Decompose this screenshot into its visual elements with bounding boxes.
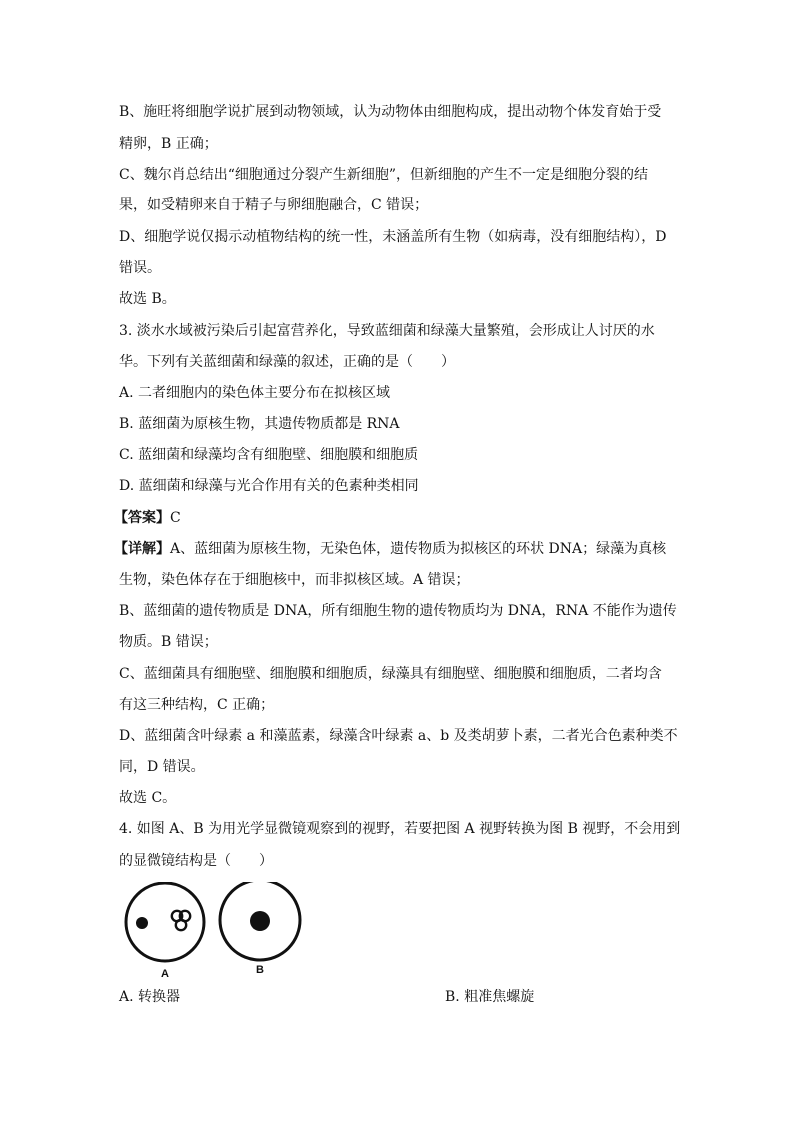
option-c: C. 蓝细菌和绿藻均含有细胞壁、细胞膜和细胞质 [119, 447, 419, 463]
answer-label: 【答案】 [114, 510, 170, 526]
option-b: B. 蓝细菌为原核生物，其遗传物质都是 RNA [119, 416, 400, 432]
text-line: D、细胞学说仅揭示动植物结构的统一性，未涵盖所有生物（如病毒，没有细胞结构），D [119, 229, 667, 245]
microscope-views-figure [119, 882, 309, 980]
option-a: A. 转换器 [119, 989, 181, 1005]
text-line: B、蓝细菌的遗传物质是 DNA，所有细胞生物的遗传物质均为 DNA，RNA 不能作为遗传 [119, 603, 677, 619]
detail-text: A、蓝细菌为原核生物，无染色体，遗传物质为拟核区的环状 DNA；绿藻为真核 [170, 541, 667, 557]
option-a: A. 二者细胞内的染色体主要分布在拟核区域 [119, 385, 391, 401]
text-line: 物质。B 错误； [119, 634, 218, 650]
text-line: D、蓝细菌含叶绿素 a 和藻蓝素，绿藻含叶绿素 a、b 及类胡萝卜素，二者光合色素种类不 [119, 728, 678, 744]
text-line: 有这三种结构，C 正确； [119, 697, 275, 713]
question-4-line: 4. 如图 A、B 为用光学显微镜观察到的视野，若要把图 A 视野转换为图 B 视野，不会用到 [119, 821, 681, 837]
text-line: 精卵，B 正确； [119, 136, 218, 152]
option-d: D. 蓝细菌和绿藻与光合作用有关的色素种类相同 [119, 478, 419, 494]
view-a [126, 883, 204, 961]
view-b [220, 882, 300, 960]
text-line: 故选 C。 [119, 790, 177, 806]
answer-value: C [170, 510, 181, 526]
text-line: C、魏尔肖总结出“细胞通过分裂产生新细胞”，但新细胞的产生不一定是细胞分裂的结 [119, 167, 649, 183]
detail-label: 【详解】 [114, 541, 170, 557]
answer-line [114, 508, 181, 528]
question-3-line: 3. 淡水水域被污染后引起富营养化，导致蓝细菌和绿藻大量繁殖，会形成让人讨厌的水 [119, 323, 655, 339]
text-line: C、蓝细菌具有细胞壁、细胞膜和细胞质，绿藻具有细胞壁、细胞膜和细胞质，二者均含 [119, 666, 662, 682]
view-a-label: A [161, 968, 169, 980]
text-line: 故选 B。 [119, 291, 176, 307]
view-b-label: B [256, 964, 264, 976]
text-line: B、施旺将细胞学说扩展到动物领域，认为动物体由细胞构成，提出动物个体发育始于受 [119, 104, 662, 120]
question-4-line: 的显微镜结构是（ ） [119, 853, 273, 869]
option-b: B. 粗准焦螺旋 [445, 989, 535, 1005]
text-line: 果，如受精卵来自于精子与卵细胞融合，C 错误； [119, 197, 429, 213]
text-line: 错误。 [119, 260, 161, 276]
text-line: 生物，染色体存在于细胞核中，而非拟核区域。A 错误； [119, 572, 470, 588]
detail-line [114, 539, 666, 559]
text-line: 同，D 错误。 [119, 759, 205, 775]
question-3-line: 华。下列有关蓝细菌和绿藻的叙述，正确的是（ ） [119, 354, 455, 370]
